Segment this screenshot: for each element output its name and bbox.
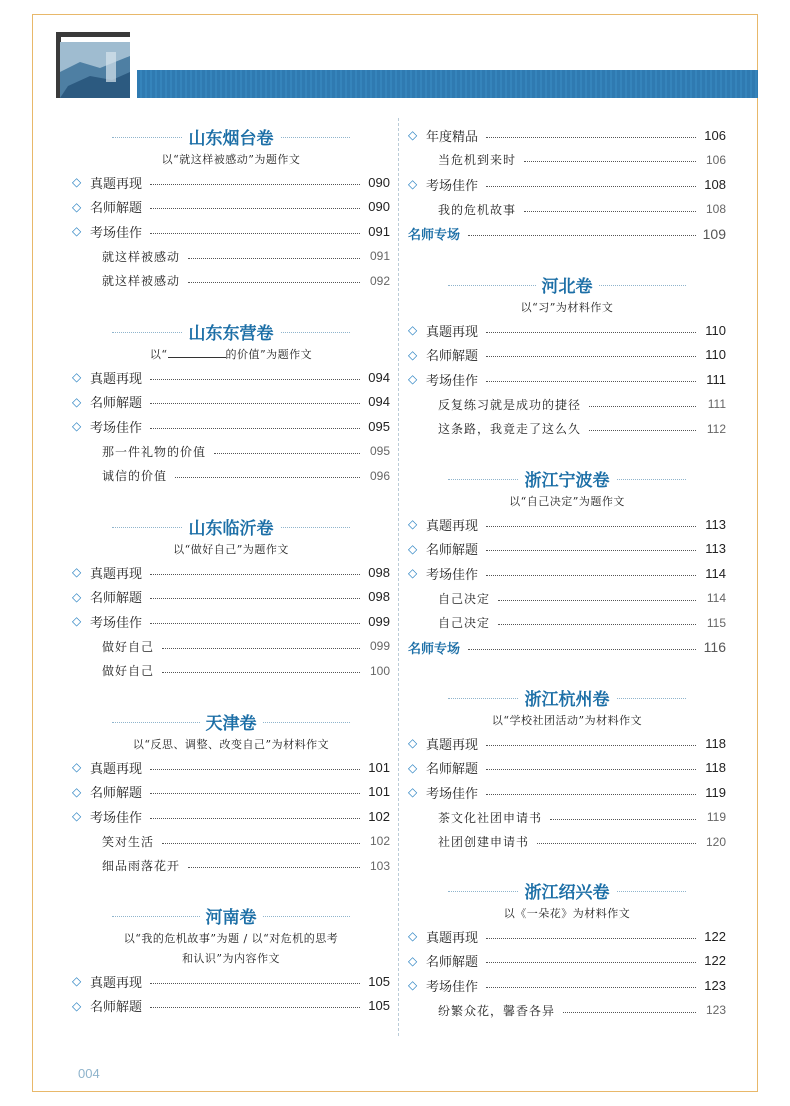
toc-entry[interactable]: ◇ 真题再现 098 (72, 564, 390, 582)
toc-entry[interactable]: ◇ 名师解题 118 (408, 760, 726, 778)
section-subtitle: 以“我的危机故事”为题 / 以“对危机的思考 (123, 932, 339, 945)
toc-entry[interactable]: ◇ 考场佳作 114 (408, 565, 726, 583)
section-subtitle: 以“反思、调整、改变自己”为材料作文 (132, 738, 330, 751)
diamond-icon: ◇ (72, 419, 82, 434)
toc-entry[interactable]: ◇ 真题再现 101 (72, 759, 390, 777)
toc-entry[interactable]: ◇ 名师解题 094 (72, 394, 390, 412)
diamond-icon: ◇ (72, 998, 82, 1013)
section-subtitle: 以“ 的价值”为题作文 (149, 348, 313, 361)
toc-subentry[interactable]: 就这样被感动 091 (102, 249, 390, 264)
toc-section (408, 685, 726, 854)
section-subtitle: 以“自己决定”为题作文 (509, 495, 625, 508)
toc-entry[interactable]: ◇ 真题再现 113 (408, 516, 726, 534)
section-title: 山东临沂卷 (72, 514, 390, 540)
toc-entry[interactable]: ◇ 名师解题 098 (72, 589, 390, 607)
diamond-icon: ◇ (408, 347, 418, 362)
diamond-icon: ◇ (408, 517, 418, 532)
section-subtitle: 以“习”为材料作文 (520, 301, 614, 314)
toc-subentry[interactable]: 社团创建申请书 120 (438, 834, 726, 850)
toc-subentry[interactable]: 自己决定 114 (438, 591, 726, 606)
section-title: 河北卷 (408, 272, 726, 298)
diamond-icon: ◇ (72, 760, 82, 775)
page-number: 004 (78, 1066, 100, 1081)
diamond-icon: ◇ (408, 323, 418, 338)
toc-subentry[interactable]: 茶文化社团申请书 119 (438, 810, 726, 825)
toc-subentry[interactable]: 细品雨落花开 103 (102, 858, 390, 874)
toc-special-entry[interactable]: 名师专场 116 (408, 639, 726, 656)
toc-entry[interactable]: ◇ 考场佳作 111 (408, 371, 726, 389)
toc-section (72, 514, 390, 683)
diamond-icon: ◇ (408, 372, 418, 387)
diamond-icon: ◇ (408, 785, 418, 800)
toc-section (408, 272, 726, 441)
toc-entry[interactable]: ◇ 名师解题 105 (72, 998, 390, 1016)
toc-subentry[interactable]: 笑对生活 102 (102, 834, 390, 849)
toc-entry[interactable]: ◇ 真题再现 110 (408, 322, 726, 340)
toc-subentry[interactable]: 做好自己 099 (102, 639, 390, 654)
diamond-icon: ◇ (72, 199, 82, 214)
diamond-icon: ◇ (408, 978, 418, 993)
toc-section (408, 878, 726, 1022)
section-title: 浙江绍兴卷 (408, 878, 726, 904)
section-title: 河南卷 (72, 903, 390, 929)
diamond-icon: ◇ (408, 128, 418, 143)
section-subtitle: 以“做好自己”为题作文 (173, 543, 289, 556)
diamond-icon: ◇ (72, 224, 82, 239)
diamond-icon: ◇ (408, 541, 418, 556)
diamond-icon: ◇ (72, 394, 82, 409)
toc-entry[interactable]: ◇ 年度精品 106 (408, 127, 726, 145)
diamond-icon: ◇ (408, 736, 418, 751)
toc-entry[interactable]: ◇ 考场佳作 095 (72, 418, 390, 436)
toc-subentry[interactable]: 就这样被感动 092 (102, 273, 390, 289)
toc-subentry[interactable]: 这条路，我竟走了这么久 112 (438, 421, 726, 437)
toc-entry[interactable]: ◇ 名师解题 110 (408, 347, 726, 365)
toc-entry[interactable]: ◇ 真题再现 118 (408, 735, 726, 753)
toc-entry[interactable]: ◇ 真题再现 122 (408, 928, 726, 946)
toc-subentry[interactable]: 做好自己 100 (102, 663, 390, 679)
photo-frame-top (56, 32, 130, 37)
diamond-icon: ◇ (408, 760, 418, 775)
section-title: 浙江宁波卷 (408, 466, 726, 492)
diamond-icon: ◇ (72, 370, 82, 385)
toc-entry[interactable]: ◇ 真题再现 105 (72, 973, 390, 991)
section-subtitle: 和认识”为内容作文 (181, 952, 281, 965)
toc-section (72, 709, 390, 878)
toc-entry[interactable]: ◇ 考场佳作 108 (408, 176, 726, 194)
toc-subentry[interactable]: 反复练习就是成功的捷径 111 (438, 397, 726, 412)
diamond-icon: ◇ (72, 614, 82, 629)
toc-entry[interactable]: ◇ 名师解题 090 (72, 199, 390, 217)
section-subtitle: 以“就这样被感动”为题作文 (161, 153, 301, 166)
header-photo (60, 42, 130, 98)
toc-section (72, 319, 390, 488)
section-title: 天津卷 (72, 709, 390, 735)
diamond-icon: ◇ (408, 929, 418, 944)
toc-entry[interactable]: ◇ 考场佳作 123 (408, 977, 726, 995)
toc-section (72, 903, 390, 1018)
toc-subentry[interactable]: 当危机到来时 106 (438, 152, 726, 168)
toc-section (408, 466, 726, 660)
toc-section (72, 124, 390, 293)
toc-entry[interactable]: ◇ 考场佳作 102 (72, 808, 390, 826)
diamond-icon: ◇ (72, 565, 82, 580)
diamond-icon: ◇ (72, 809, 82, 824)
diamond-icon: ◇ (72, 589, 82, 604)
toc-entry[interactable]: ◇ 名师解题 122 (408, 953, 726, 971)
toc-subentry[interactable]: 自己决定 115 (438, 615, 726, 631)
section-subtitle: 以“学校社团活动”为材料作文 (491, 714, 643, 727)
toc-entry[interactable]: ◇ 真题再现 094 (72, 369, 390, 387)
blank-line (168, 347, 226, 358)
diamond-icon: ◇ (408, 177, 418, 192)
diamond-icon: ◇ (72, 974, 82, 989)
toc-special-entry[interactable]: 名师专场 109 (408, 225, 726, 243)
toc-entry[interactable]: ◇ 考场佳作 119 (408, 784, 726, 802)
toc-entry[interactable]: ◇ 考场佳作 099 (72, 613, 390, 631)
diamond-icon: ◇ (72, 784, 82, 799)
toc-subentry[interactable]: 诚信的价值 096 (102, 468, 390, 484)
toc-subentry[interactable]: 我的危机故事 108 (438, 202, 726, 217)
section-title: 山东东营卷 (72, 319, 390, 345)
toc-subentry[interactable]: 那一件礼物的价值 095 (102, 444, 390, 459)
toc-entry[interactable]: ◇ 考场佳作 091 (72, 223, 390, 241)
section-subtitle: 以《一朵花》为材料作文 (503, 907, 631, 920)
diamond-icon: ◇ (72, 175, 82, 190)
diamond-icon: ◇ (408, 566, 418, 581)
toc-subentry[interactable]: 纷繁众花，馨香各异 123 (438, 1003, 726, 1018)
toc-entry[interactable]: ◇ 名师解题 113 (408, 541, 726, 559)
toc-continuation (408, 123, 726, 246)
column-divider (398, 118, 399, 1036)
section-title: 浙江杭州卷 (408, 685, 726, 711)
section-title: 山东烟台卷 (72, 124, 390, 150)
header-banner (137, 70, 758, 98)
toc-entry[interactable]: ◇ 名师解题 101 (72, 784, 390, 802)
toc-entry[interactable]: ◇ 真题再现 090 (72, 174, 390, 192)
diamond-icon: ◇ (408, 953, 418, 968)
